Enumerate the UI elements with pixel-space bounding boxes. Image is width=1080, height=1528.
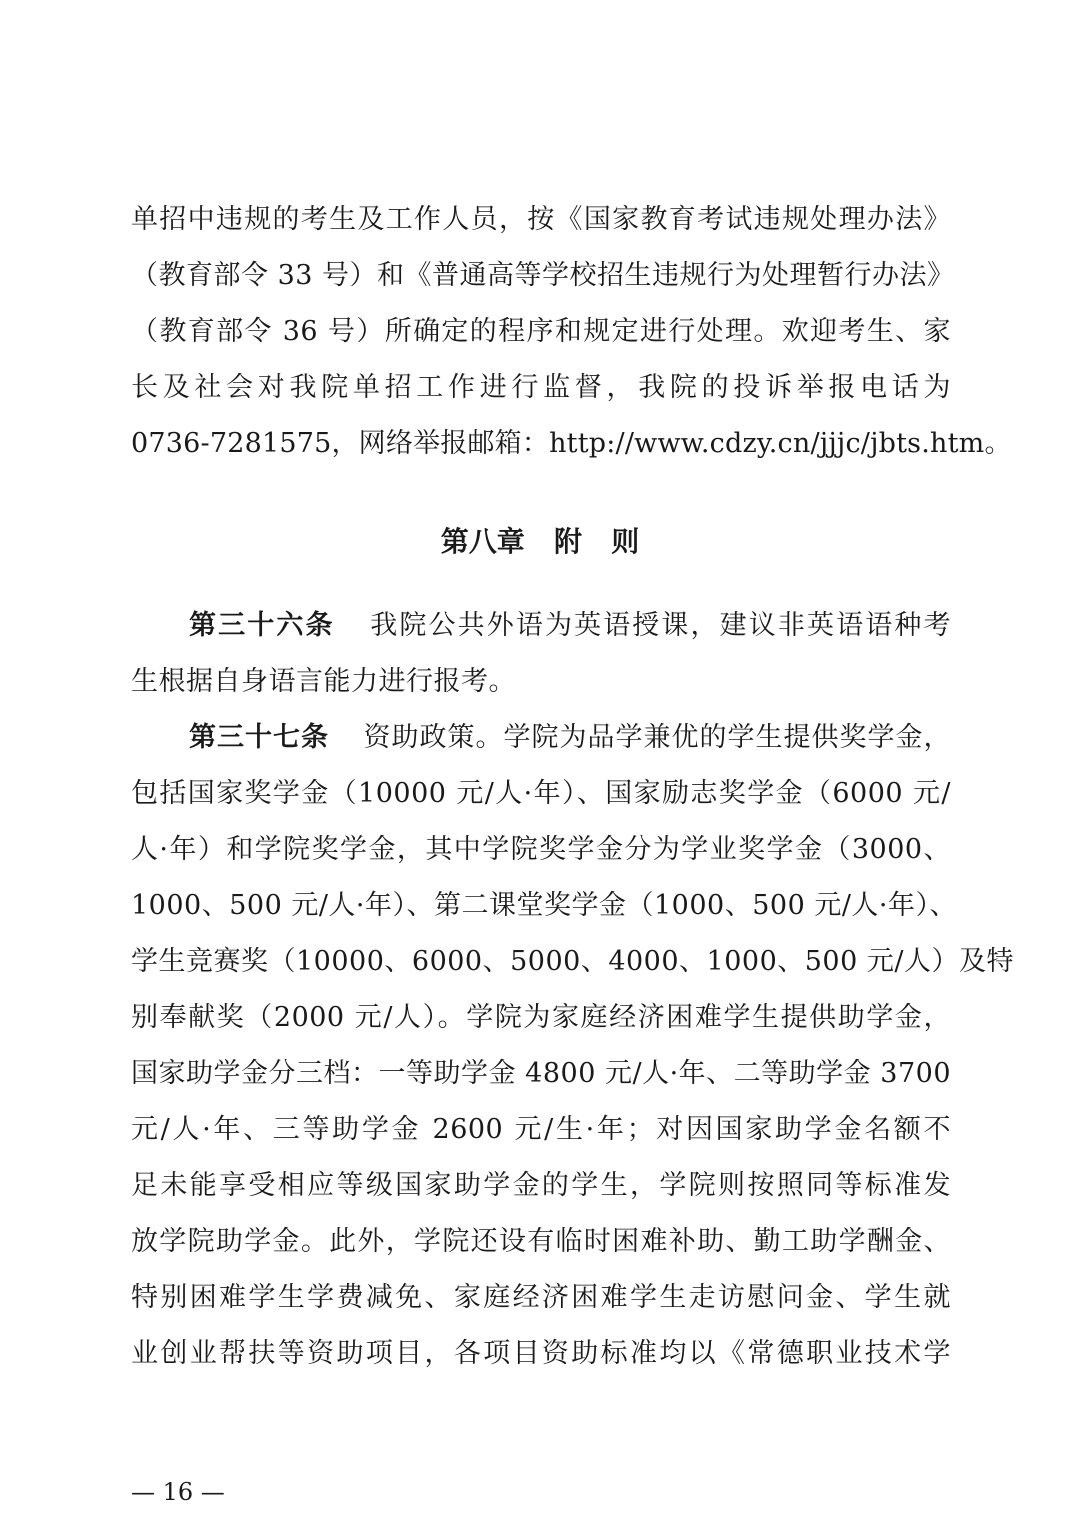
text-line: 足未能享受相应等级国家助学金的学生，学院则按照同等标准发 xyxy=(131,1170,951,1201)
text-line: 包括国家奖学金（10000 元/人·年）、国家励志奖学金（6000 元/ xyxy=(131,778,951,809)
text-line: （教育部令 36 号）所确定的程序和规定进行处理。欢迎考生、家 xyxy=(131,316,951,347)
article-label: 第三十六条 xyxy=(189,610,335,641)
article-text: 我院公共外语为英语授课，建议非英语语种考 xyxy=(368,610,952,641)
text-line: 别奉献奖（2000 元/人）。学院为家庭经济困难学生提供助学金， xyxy=(131,1002,951,1033)
text-line: 生根据自身语言能力进行报考。 xyxy=(131,666,516,697)
text-line: （教育部令 33 号）和《普通高等学校招生违规行为处理暂行办法》 xyxy=(131,260,955,291)
article-text: 资助政策。学院为品学兼优的学生提供奖学金， xyxy=(363,722,951,753)
article-first-line xyxy=(189,604,951,648)
text-line: 学生竞赛奖（10000、6000、5000、4000、1000、500 元/人）及特 xyxy=(131,946,1014,977)
chapter-title: 第八章 附 则 xyxy=(440,525,640,558)
page-number: — 16 — xyxy=(131,1478,225,1506)
article-first-line xyxy=(189,716,951,760)
text-line: 业创业帮扶等资助项目，各项目资助标准均以《常德职业技术学 xyxy=(131,1338,951,1369)
text-line: 0736-7281575，网络举报邮箱：http://www.cdzy.cn/jjjc/jbts.htm。 xyxy=(131,428,1012,459)
text-line: 人·年）和学院奖学金，其中学院奖学金分为学业奖学金（3000、 xyxy=(131,834,951,865)
text-line: 特别困难学生学费减免、家庭经济困难学生走访慰问金、学生就 xyxy=(131,1282,951,1313)
text-line: 放学院助学金。此外，学院还设有临时困难补助、勤工助学酬金、 xyxy=(131,1226,951,1257)
article-label: 第三十七条 xyxy=(189,722,329,753)
text-line: 国家助学金分三档：一等助学金 4800 元/人·年、二等助学金 3700 xyxy=(131,1058,951,1089)
text-line: 长及社会对我院单招工作进行监督，我院的投诉举报电话为 xyxy=(131,372,951,403)
text-line: 元/人·年、三等助学金 2600 元/生·年；对因国家助学金名额不 xyxy=(131,1114,951,1145)
text-line: 1000、500 元/人·年）、第二课堂奖学金（1000、500 元/人·年）、 xyxy=(131,890,958,921)
text-line: 单招中违规的考生及工作人员，按《国家教育考试违规处理办法》 xyxy=(131,204,951,235)
